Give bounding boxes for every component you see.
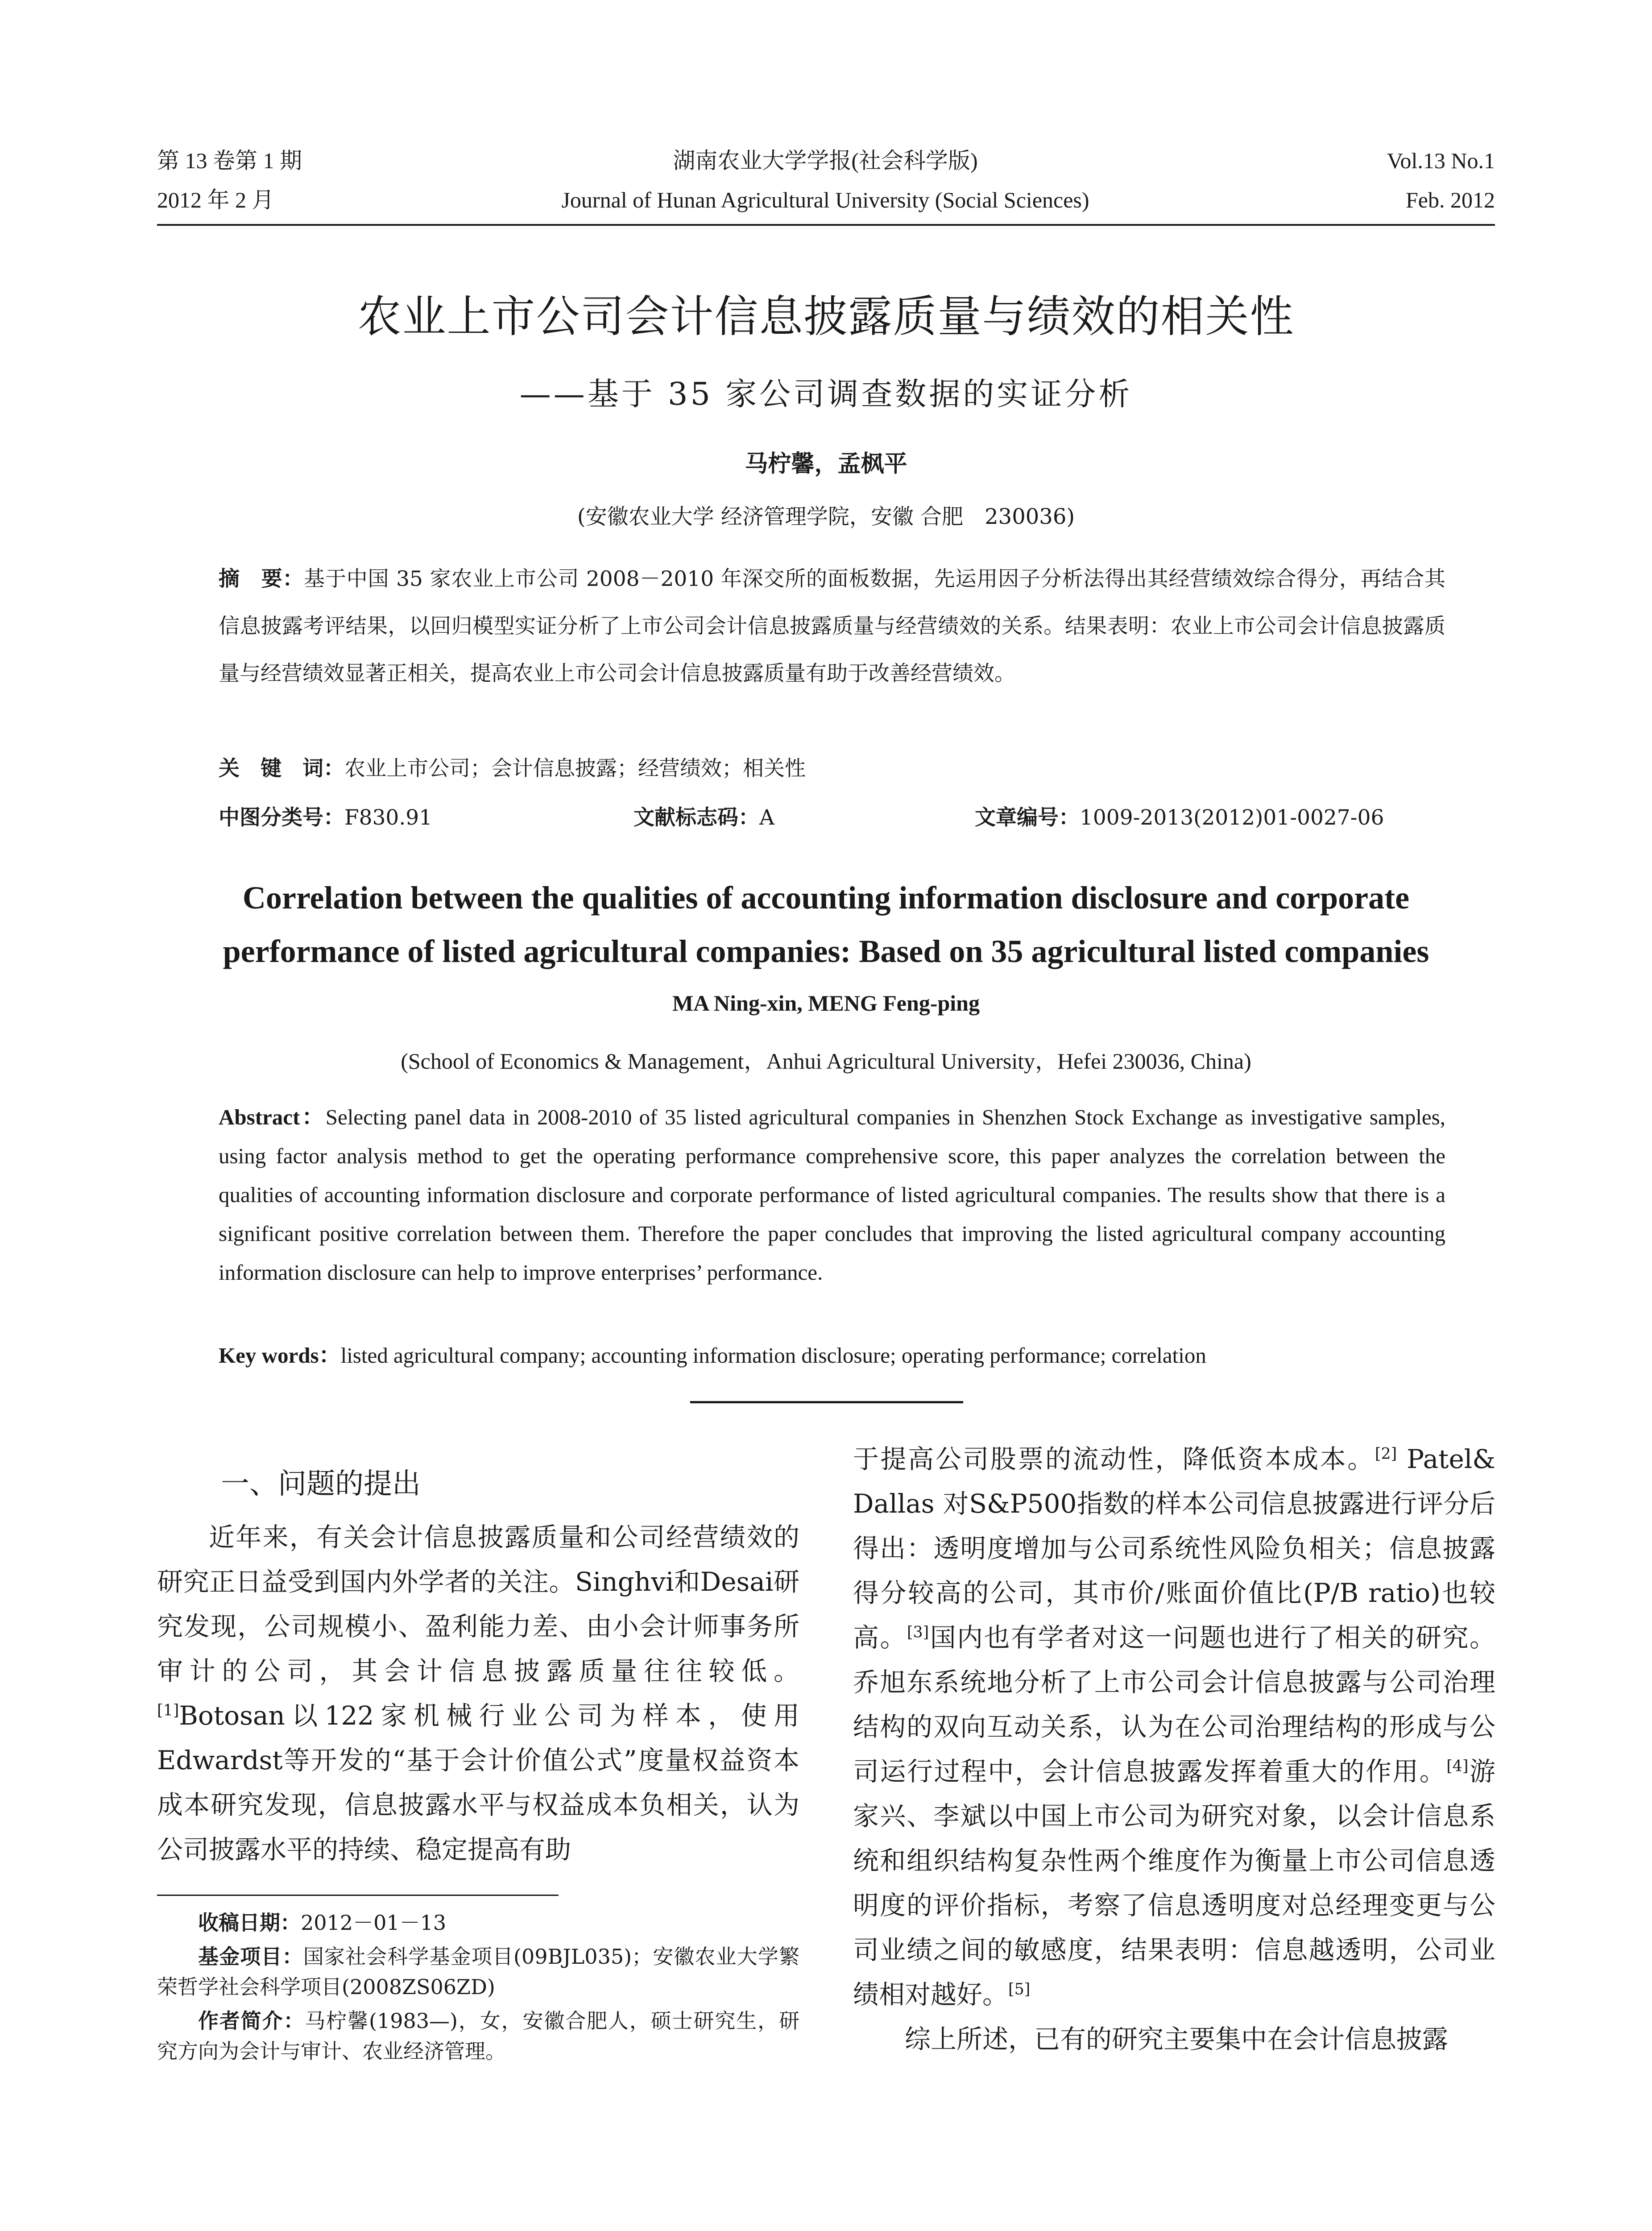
left-p1-text-a: 近年来，有关会计信息披露质量和公司经营绩效的研究正日益受到国内外学者的关注。Singhvi和Desai研究发现，公司规模小、盈利能力差、由小会计师事务所审计的公司，其会计信息披露质量往往较低。 [157, 1522, 799, 1686]
keywords-cn [219, 754, 1445, 784]
section-heading-1: 一、问题的提出 [221, 1468, 421, 1501]
footnote-fund [157, 1941, 799, 2002]
right-paragraph-2: 综上所述，已有的研究主要集中在会计信息披露 [905, 2024, 1449, 2054]
footnote-author [157, 2006, 799, 2066]
keywords-en-text: listed agricultural company; accounting information disclosure; operating performance; correlation [340, 1343, 1206, 1368]
header-rule [157, 224, 1495, 226]
citation-2: [2] [1375, 1445, 1397, 1463]
authors-en: MA Ning-xin, MENG Feng-ping [672, 991, 980, 1016]
paper-title-en-line1: Correlation between the qualities of accounting information disclosure and corporate [242, 880, 1410, 916]
right-p1-text-c: 国内也有学者对这一问题也进行了相关的研究。乔旭东系统地分析了上市公司会计信息披露与公司治理结构的双向互动关系，认为在公司治理结构的形成与公司运行过程中，会计信息披露发挥着重大的作用。 [853, 1622, 1495, 1787]
paper-title-en-line2: performance of listed agricultural companies: Based on 35 agricultural listed companies [223, 933, 1429, 969]
fund-label: 基金项目： [198, 1945, 303, 1969]
abstract-cn-text: 基于中国 35 家农业上市公司 2008－2010 年深交所的面板数据，先运用因子分析法得出其经营绩效综合得分，再结合其信息披露考评结果，以回归模型实证分析了上市公司会计信息披露质量与经营绩效的关系。结果表明：农业上市公司会计信息披露质量与经营绩效显著正相关，提高农业上市公司会计信息披露质量有助于改善经营绩效。 [219, 567, 1445, 686]
received-label: 收稿日期： [198, 1911, 301, 1935]
keywords-cn-text: 农业上市公司；会计信息披露；经营绩效；相关性 [344, 756, 806, 781]
footnote-received [157, 1908, 799, 1938]
left-p1-text-b: Botosan以122家机械行业公司为样本，使用Edwardst等开发的“基于会计价值公式”度量权益资本成本研究发现，信息披露水平与权益成本负相关，认为公司披露水平的持续、稳定提高有助 [157, 1700, 799, 1865]
article-number-label: 文章编号： [975, 805, 1080, 830]
doc-code-label: 文献标志码： [633, 805, 759, 830]
abstract-cn [219, 556, 1445, 697]
fund-value: 国家社会科学基金项目(09BJL035)；安徽农业大学繁荣哲学社会科学项目(2008ZS06ZD) [157, 1945, 799, 1999]
clc-label: 中图分类号： [219, 805, 344, 830]
affiliation-cn: (安徽农业大学 经济管理学院，安徽 合肥 230036) [577, 504, 1075, 529]
authors-cn: 马柠馨，孟枫平 [745, 451, 907, 477]
citation-1: [1] [157, 1701, 179, 1720]
keywords-en [219, 1341, 1445, 1370]
abstract-cn-label: 摘 要： [219, 567, 304, 591]
header-journal-cn: 湖南农业大学学报(社会科学版) [673, 148, 978, 173]
received-value: 2012－01－13 [301, 1911, 447, 1935]
right-p1-text-b: Patel& Dallas 对S&P500指数的样本公司信息披露进行评分后得出：透明度增加与公司系统性风险负相关；信息披露得分较高的公司，其市价/账面价值比(P/B ratio)也较高。 [853, 1444, 1495, 1653]
clc-value: F830.91 [344, 805, 433, 830]
article-number [975, 803, 1384, 833]
author-bio-label: 作者简介： [198, 2009, 305, 2033]
affiliation-en: (School of Economics & Management，Anhui Agricultural University，Hefei 230036, China) [401, 1049, 1251, 1074]
abstract-en-text: Selecting panel data in 2008-2010 of 35 listed agricultural companies in Shenzhen Stock Exchange as investigative samples, using factor analysis method to get the operating performance comprehensive score, this paper analyzes the correlation between the qualities of accounting information disclosure and corporate performance of listed agricultural companies. The results show that there is a significant positive correlation between them. Therefore the paper concludes that improving the listed agricultural company accounting information disclosure can help to improve enterprises’ performance. [219, 1105, 1445, 1285]
author-bio-value: 马柠馨(1983—)，女，安徽合肥人，硕士研究生，研究方向为会计与审计、农业经济管理。 [157, 2009, 799, 2063]
abstract-en-label: Abstract： [219, 1105, 326, 1129]
footnote-rule [157, 1895, 559, 1896]
header-volume-cn: 第 13 卷第 1 期 [157, 148, 302, 173]
right-p1-text-a: 于提高公司股票的流动性，降低资本成本。 [853, 1444, 1375, 1474]
article-number-value: 1009-2013(2012)01-0027-06 [1080, 805, 1384, 830]
doc-code-value: A [759, 805, 774, 830]
paper-title-cn: 农业上市公司会计信息披露质量与绩效的相关性 [357, 291, 1295, 342]
header-date-cn: 2012 年 2 月 [157, 187, 274, 212]
keywords-cn-label: 关 键 词： [219, 756, 344, 781]
abstract-en [219, 1098, 1445, 1292]
left-paragraph-1 [157, 1515, 799, 1872]
footnotes [157, 1908, 799, 2070]
clc-number [219, 803, 432, 833]
separator-rule [690, 1401, 963, 1403]
header-journal-en: Journal of Hunan Agricultural University (Social Sciences) [561, 187, 1089, 212]
citation-5: [5] [1008, 1980, 1031, 1999]
keywords-en-label: Key words： [219, 1343, 341, 1368]
paper-subtitle-cn: ——基于 35 家公司调查数据的实证分析 [519, 376, 1133, 412]
header-volume-en: Vol.13 No.1 [1387, 148, 1495, 173]
document-code [633, 803, 774, 833]
right-p1-text-d: 游家兴、李斌以中国上市公司为研究对象，以会计信息系统和组织结构复杂性两个维度作为衡量上市公司信息透明度的评价指标，考察了信息透明度对总经理变更与公司业绩之间的敏感度，结果表明：信息越透明，公司业绩相对越好。 [853, 1756, 1495, 2010]
citation-3: [3] [907, 1623, 929, 1642]
right-paragraph-1 [853, 1437, 1495, 2017]
left-column-body [157, 1515, 799, 1872]
right-column-body [853, 1437, 1495, 2061]
citation-4: [4] [1446, 1757, 1469, 1775]
header-date-en: Feb. 2012 [1406, 187, 1495, 212]
